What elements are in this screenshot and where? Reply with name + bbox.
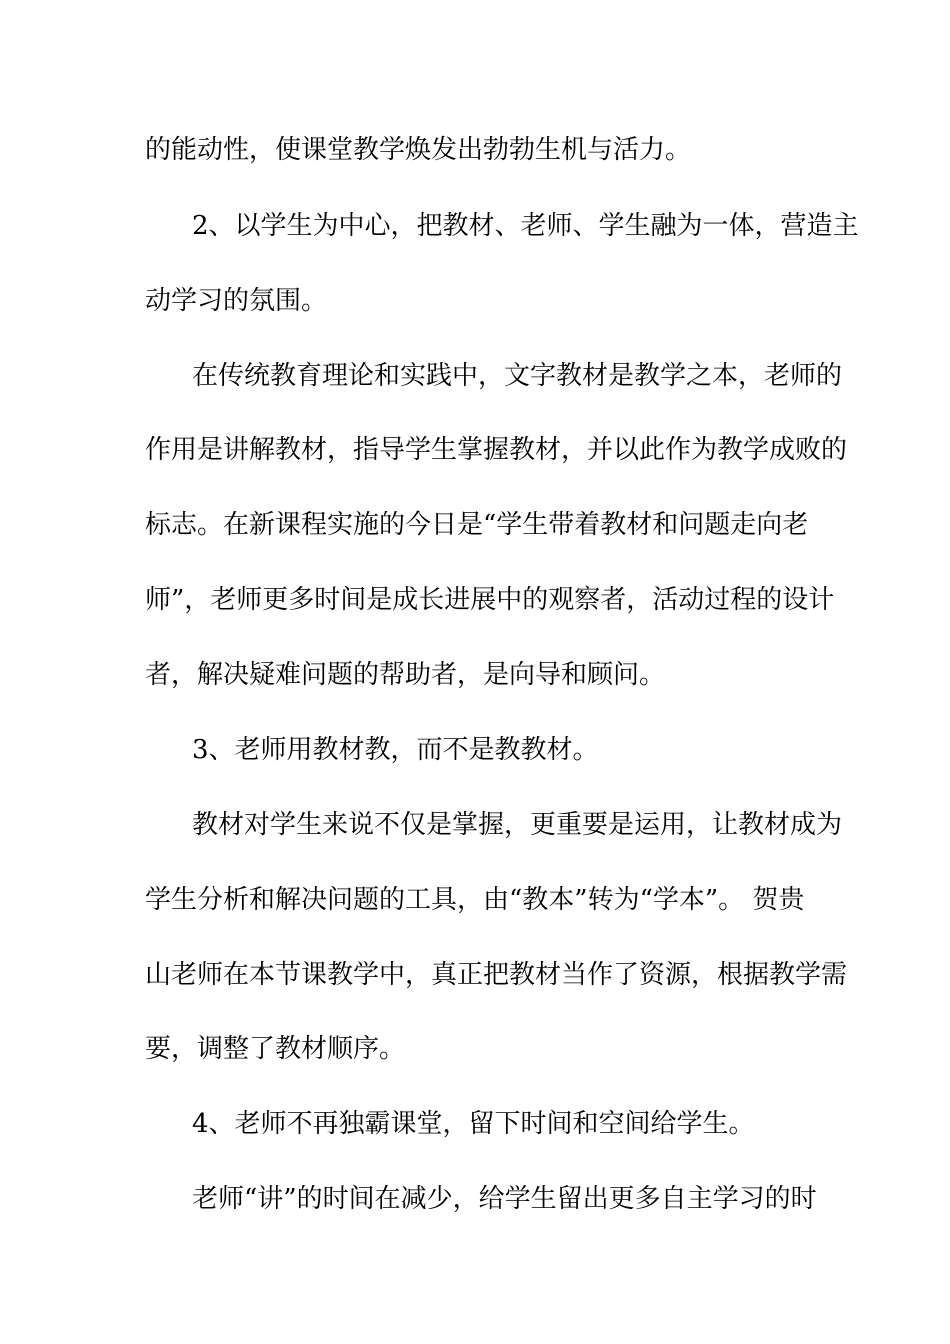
paragraph-start: 老师“讲”的时间在减少，给学生留出更多自主学习的时: [192, 1184, 817, 1214]
text-line: 动学习的氛围。: [145, 286, 328, 316]
paragraph-start: 在传统教育理论和实践中，文字教材是教学之本，老师的: [192, 361, 843, 391]
text-line: 者，解决疑难问题的帮助者，是向导和顾问。: [145, 660, 666, 690]
text-line: 要，调整了教材顺序。: [145, 1034, 406, 1064]
text-line: 山老师在本节课教学中，真正把教材当作了资源，根据教学需: [145, 960, 848, 990]
heading-point-3: 3、老师用教材教，而不是教教材。: [192, 735, 599, 765]
text-line: 师”，老师更多时间是成长进展中的观察者，活动过程的设计: [145, 585, 835, 615]
text-line: 作用是讲解教材，指导学生掌握教材，并以此作为教学成败的: [145, 435, 848, 465]
heading-point-4: 4、老师不再独霸课堂，留下时间和空间给学生。: [192, 1109, 755, 1139]
text-line: 的能动性，使课堂教学焕发出勃勃生机与活力。: [145, 135, 692, 165]
heading-point-2: 2、以学生为中心，把教材、老师、学生融为一体，营造主: [192, 211, 859, 241]
text-line: 标志。在新课程实施的今日是“学生带着教材和问题走向老: [145, 510, 809, 540]
text-line: 学生分析和解决问题的工具，由“教本”转为“学本”。 贺贵: [145, 885, 805, 915]
paragraph-start: 教材对学生来说不仅是掌握，更重要是运用，让教材成为: [192, 810, 843, 840]
